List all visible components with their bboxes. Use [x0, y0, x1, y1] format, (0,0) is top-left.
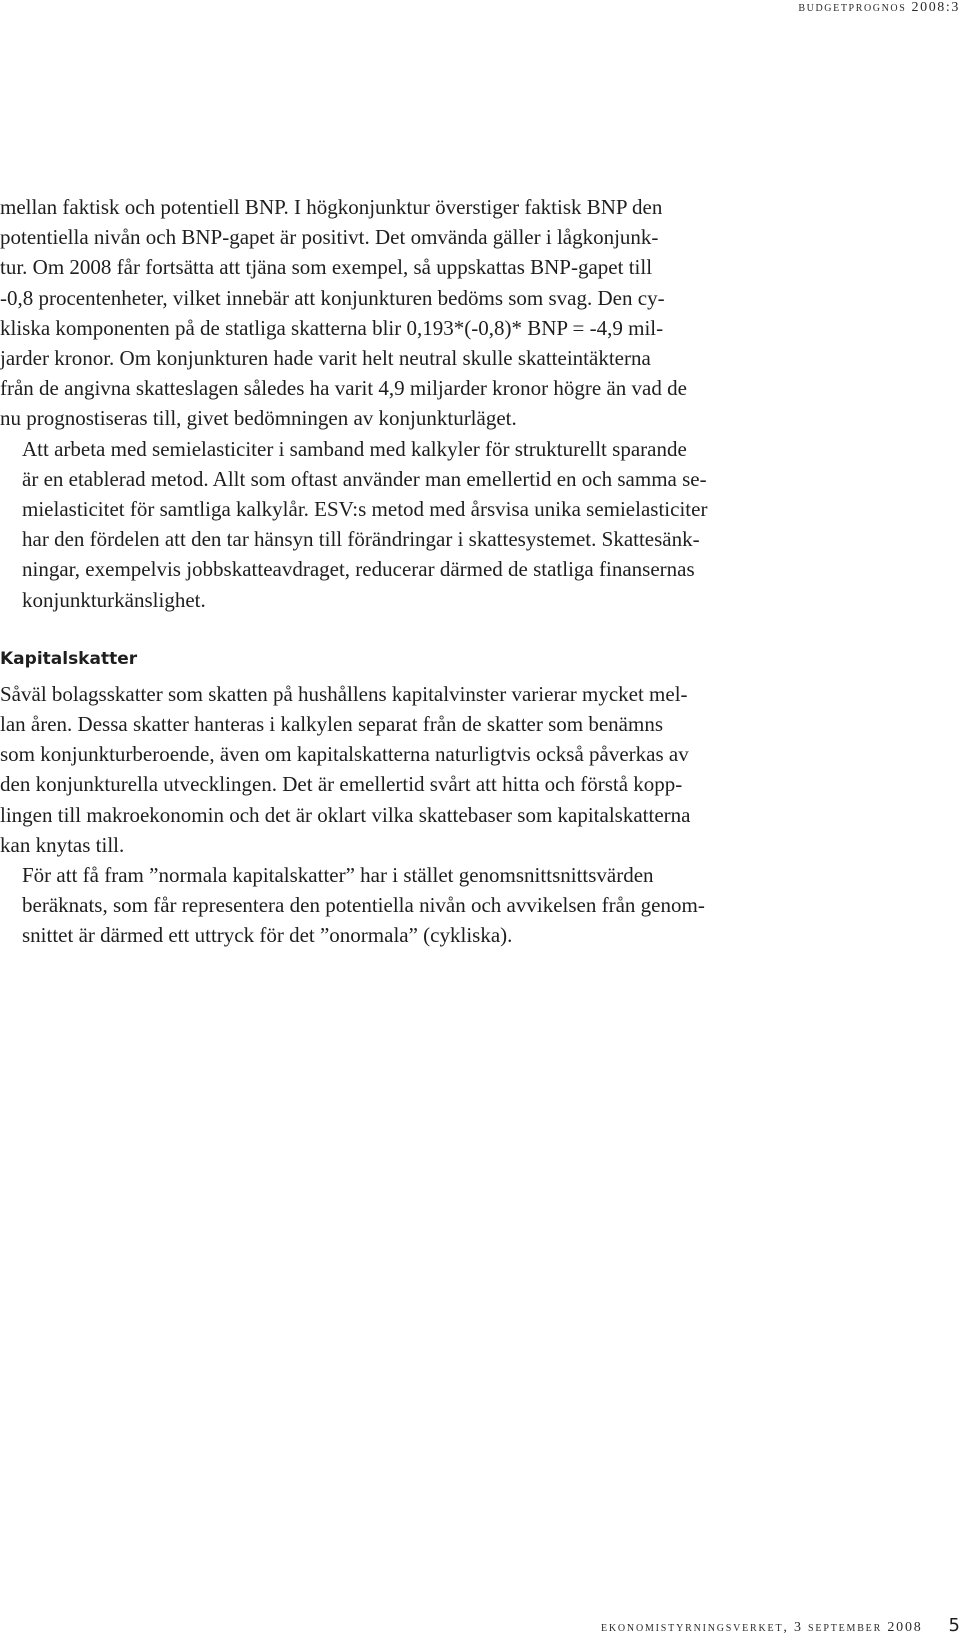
- paragraph-capital-taxes: [0, 679, 780, 860]
- paragraph-normal-capital-taxes: [0, 860, 780, 951]
- paragraph-semielasticities: [0, 434, 780, 615]
- text-line: För att få fram ”normala kapitalskatter” har i stället genomsnittsnittsvärden: [22, 863, 654, 888]
- text-line: mielasticitet för samtliga kalkylår. ESV:s metod med årsvisa unika semielasticiter: [22, 497, 708, 522]
- text-line: lan åren. Dessa skatter hanteras i kalkylen separat från de skatter som benämns: [0, 712, 663, 737]
- text-line: snittet är därmed ett uttryck för det ”onormala” (cykliska).: [22, 923, 513, 948]
- text-line: konjunkturkänslighet.: [22, 587, 206, 612]
- text-line: kan knytas till.: [0, 832, 125, 857]
- text-line: ningar, exempelvis jobbskatteavdraget, reducerar därmed de statliga finansernas: [22, 557, 695, 582]
- page-number: 5: [948, 1615, 960, 1636]
- paragraph-bnp-gap: [0, 192, 780, 434]
- text-line: Att arbeta med semielasticiter i samband med kalkyler för strukturellt sparande: [22, 436, 687, 461]
- text-line: beräknats, som får representera den potentiella nivån och avvikelsen från genom-: [22, 893, 705, 918]
- text-line: den konjunkturella utvecklingen. Det är emellertid svårt att hitta och förstå kopp-: [0, 772, 683, 797]
- text-line: som konjunkturberoende, även om kapitalskatterna naturligtvis också påverkas av: [0, 742, 689, 767]
- section-heading: Kapitalskatter: [0, 648, 138, 669]
- running-head: budgetprognos 2008:3: [798, 0, 960, 15]
- document-body: [0, 192, 780, 951]
- text-line: från de angivna skatteslagen således ha varit 4,9 miljarder kronor högre än vad de: [0, 376, 687, 401]
- text-line: mellan faktisk och potentiell BNP. I högkonjunktur överstiger faktisk BNP den: [0, 195, 663, 219]
- text-line: -0,8 procentenheter, vilket innebär att konjunkturen bedöms som svag. Den cy-: [0, 285, 665, 310]
- text-line: lingen till makroekonomin och det är oklart vilka skattebaser som kapitalskatterna: [0, 802, 691, 827]
- text-line: potentiella nivån och BNP-gapet är positivt. Det omvända gäller i lågkonjunk-: [0, 225, 659, 250]
- text-line: är en etablerad metod. Allt som oftast använder man emellertid en och samma se-: [22, 466, 707, 491]
- text-line: nu prognostiseras till, givet bedömningen av konjunkturläget.: [0, 406, 517, 431]
- page-footer: [601, 1615, 960, 1636]
- text-line: har den fördelen att den tar hänsyn till förändringar i skattesystemet. Skattesänk-: [22, 527, 700, 552]
- text-line: tur. Om 2008 får fortsätta att tjäna som exempel, så uppskattas BNP-gapet till: [0, 255, 653, 280]
- text-line: jarder kronor. Om konjunkturen hade varit helt neutral skulle skatteintäkterna: [0, 346, 651, 371]
- text-line: Såväl bolagsskatter som skatten på hushållens kapitalvinster varierar mycket mel-: [0, 681, 688, 706]
- text-line: kliska komponenten på de statliga skatterna blir 0,193*(-0,8)* BNP = -4,9 mil-: [0, 315, 664, 340]
- footer-publisher: ekonomistyrningsverket, 3 september 2008: [600, 1620, 923, 1635]
